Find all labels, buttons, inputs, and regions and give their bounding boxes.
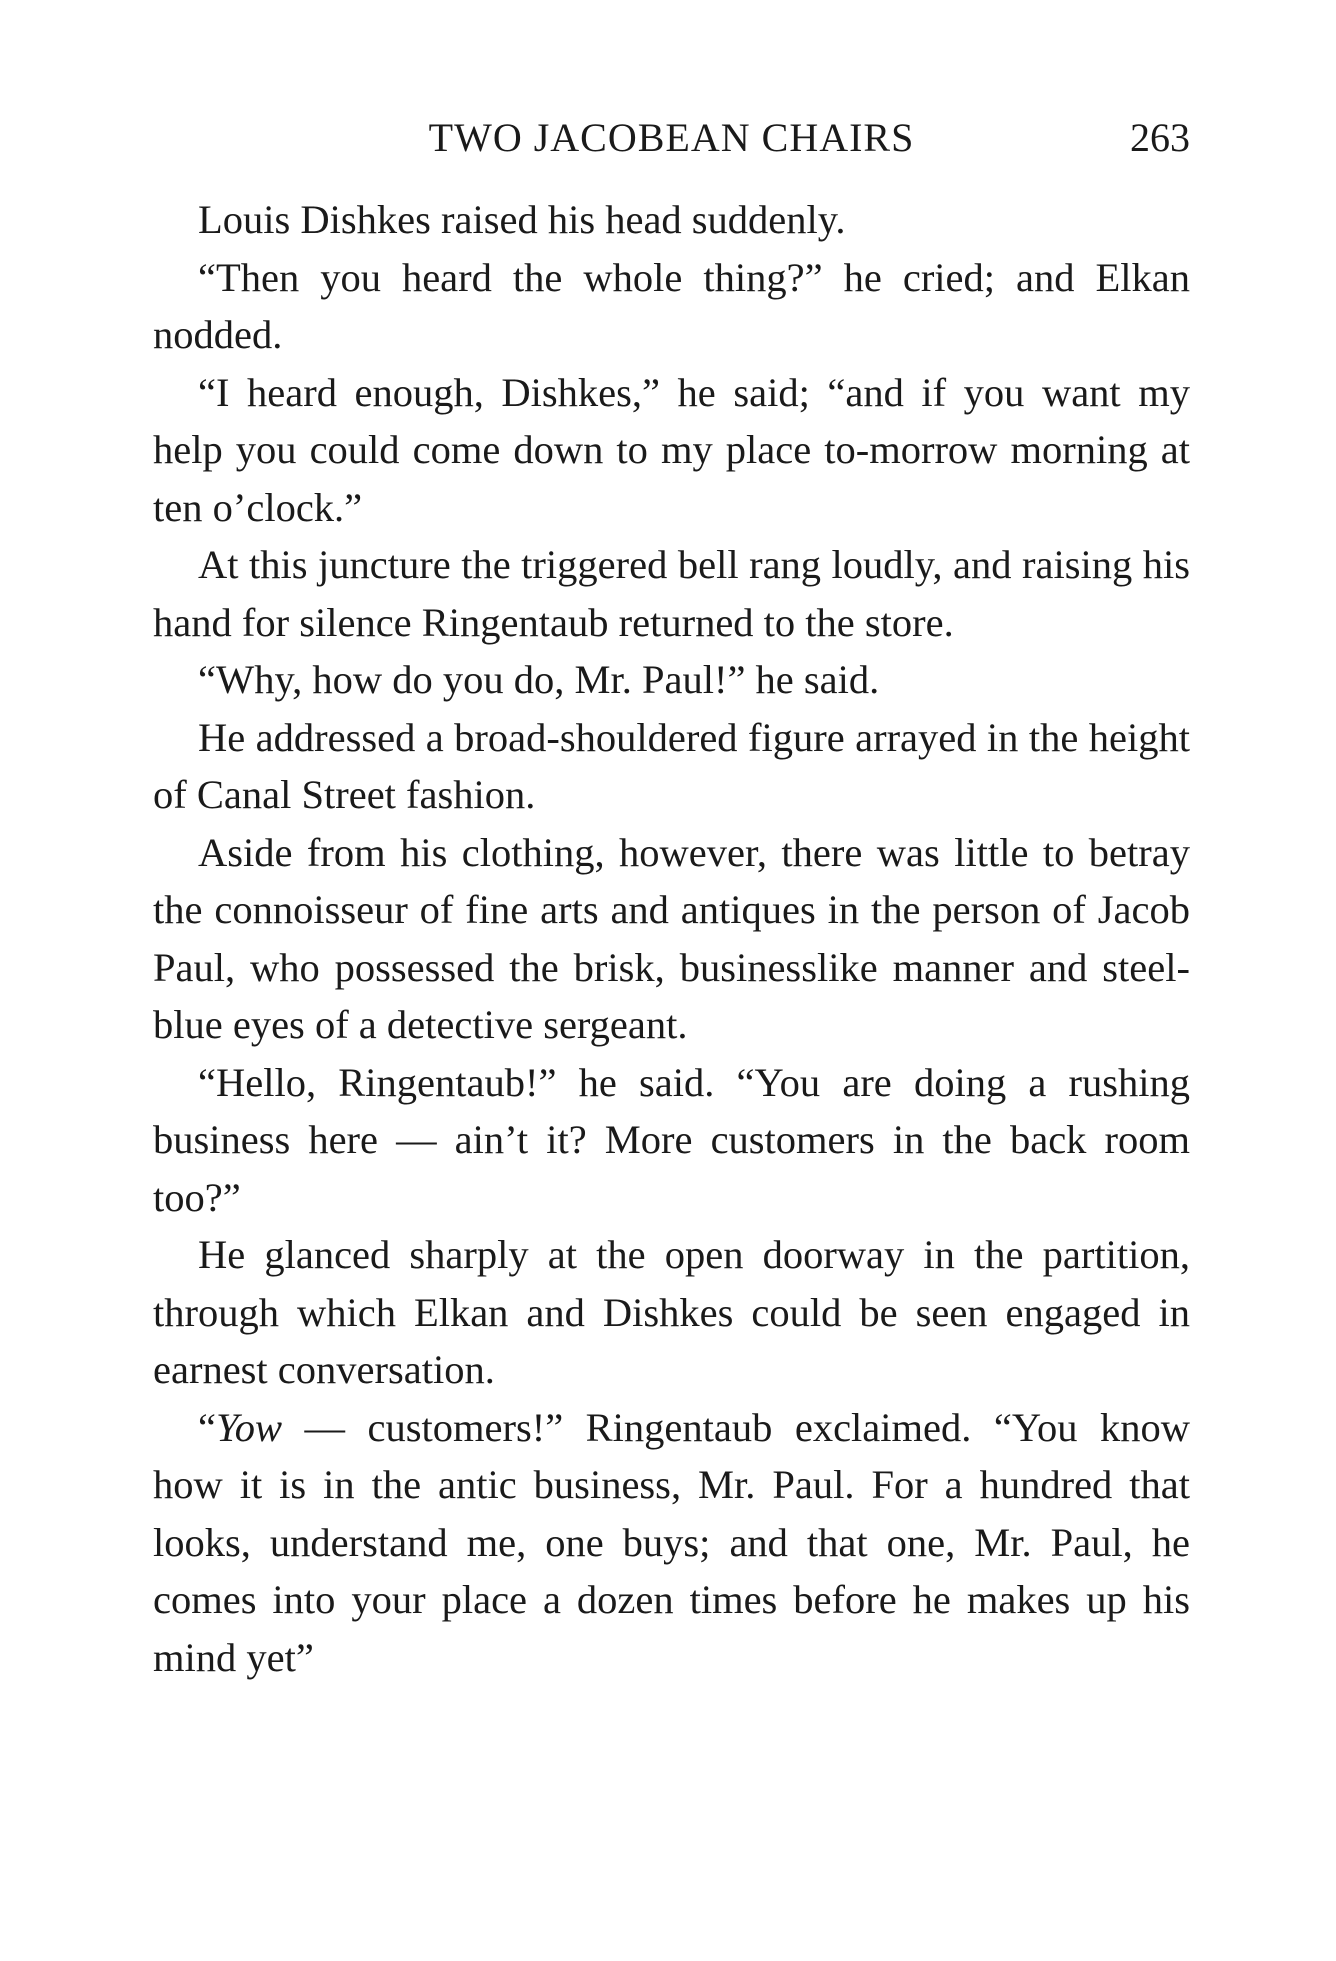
paragraph: “I heard enough, Dishkes,” he said; “and if you want my help you could come down to my place to-morrow morning at ten o’clock.” [153, 369, 1190, 530]
paragraph-rest: — customers!” Ringentaub exclaimed. “You know how it is in the antic business, Mr. Paul. For a hundred that looks, understand me, one buys; and that one, Mr. Paul, he comes into your place a dozen times before he makes up his mind yet” [153, 1404, 1190, 1680]
body-text [153, 191, 1190, 1686]
page-header [153, 108, 1190, 168]
paragraph: He glanced sharply at the open doorway in the partition, through which Elkan and Dishkes could be seen engaged in earnest conversation. [153, 1232, 1190, 1392]
paragraph: Louis Dishkes raised his head suddenly. [198, 197, 846, 242]
paragraph-last [153, 1399, 1190, 1687]
paragraph: “Then you heard the whole thing?” he cried; and Elkan nodded. [153, 254, 1190, 357]
paragraph: “Why, how do you do, Mr. Paul!” he said. [198, 657, 880, 702]
paragraph: “Hello, Ringentaub!” he said. “You are doing a rushing business here — ain’t it? More customers in the back room too?” [153, 1059, 1190, 1220]
open-quote: “ [198, 1404, 216, 1450]
paragraph: Aside from his clothing, however, there was little to betray the connoisseur of fine arts and antiques in the person of Jacob Paul, who possessed the brisk, businesslike manner and steel-blue eyes of a detective sergeant. [153, 829, 1190, 1047]
running-title: TWO JACOBEAN CHAIRS [428, 115, 915, 160]
paragraph: He addressed a broad-shouldered figure arrayed in the height of Canal Street fashion. [153, 714, 1190, 817]
paragraph: At this juncture the triggered bell rang loudly, and raising his hand for silence Ringentaub returned to the store. [153, 542, 1190, 645]
italic-word: Yow [215, 1404, 283, 1450]
page-number: 263 [1130, 115, 1190, 160]
